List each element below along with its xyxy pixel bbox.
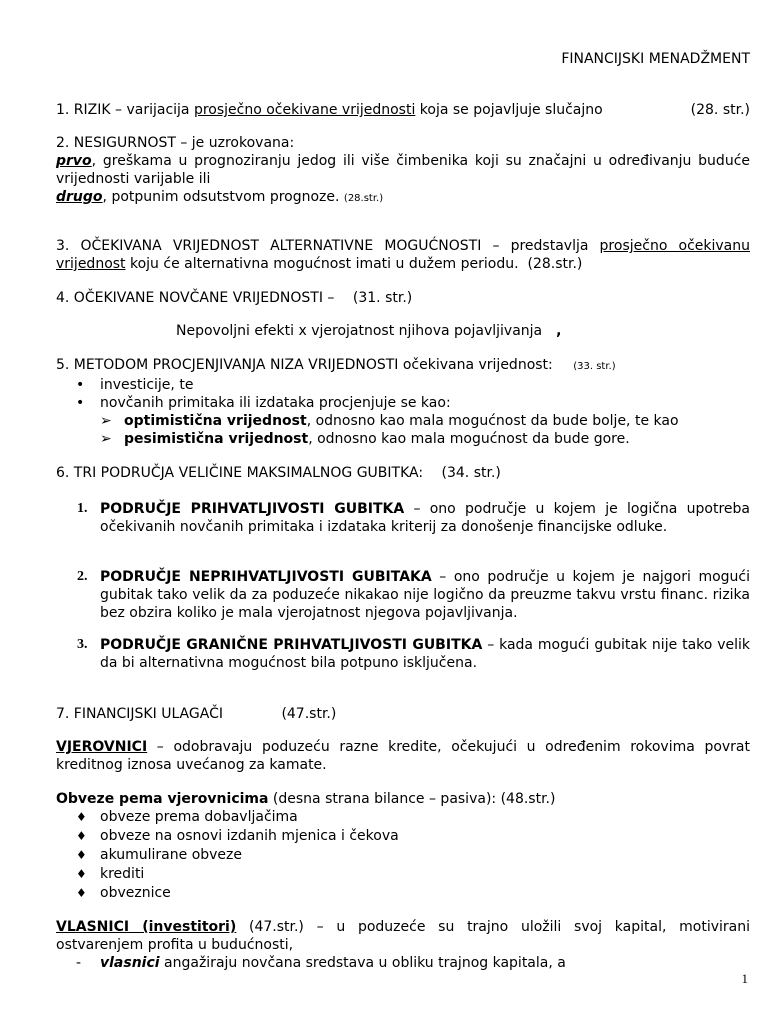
diamond-icon: ♦ [76, 829, 87, 843]
bullet-icon: • [76, 395, 85, 411]
page-title: FINANCIJSKI MENADŽMENT [561, 51, 750, 67]
section-heading: 5. METODOM PROCJENJIVANJA NIZA VRIJEDNOSTI očekivana vrijednost: [56, 357, 553, 373]
loss-areas-list [56, 500, 750, 536]
list-item: • novčanih primitaka ili izdataka procjenjuje se kao: [76, 395, 451, 411]
section-heading: 4. OČEKIVANE NOVČANE VRIJEDNOSTI – [56, 290, 335, 306]
page-ref: (33. str.) [573, 361, 616, 372]
page-ref: (34. str.) [441, 465, 501, 481]
section-2: 2. NESIGURNOST – je uzrokovana: prvo, greškama u prognoziranju jedog ili više čimbenika koji su značajni u određivanju buduće vrijednosti varijable ili drugo, potpunim odsutstvom prognoze. (28.str.) [56, 135, 750, 205]
page-ref: (28.str.) [527, 256, 583, 272]
arrow-icon: ➢ [100, 431, 112, 447]
section-7 [56, 705, 750, 723]
list-item: • investicije, te [76, 377, 194, 393]
list-item: ➢ optimistična vrijednost, odnosno kao mala mogućnost da bude bolje, te kao [100, 413, 679, 429]
list-item: 1. PODRUČJE PRIHVATLJIVOSTI GUBITKA – ono područje u kojem je logična upotreba očekivanih novčanih primitaka i izdataka kriterij za donošenje financijske odluke. [77, 501, 750, 535]
loss-areas-list [56, 636, 750, 672]
list-item: ♦ akumulirane obveze [76, 847, 243, 863]
list-item: ♦ obveze prema dobavljačima [76, 809, 298, 825]
section-6 [56, 464, 750, 482]
arrow-icon: ➢ [100, 413, 112, 429]
list-item: 3. PODRUČJE GRANIČNE PRIHVATLJIVOSTI GUBITKA – kada mogući gubitak nije tako velik da bi alternativna mogućnost bila potpuno isključena. [77, 637, 750, 671]
list-item: ♦ krediti [76, 866, 145, 882]
section-4 [56, 289, 750, 307]
section-heading: 7. FINANCIJSKI ULAGAČI [56, 706, 223, 722]
obligations-paragraph: Obveze pema vjerovnicima (desna strana bilance – pasiva): (48.str.) [56, 791, 556, 807]
section-heading: 6. TRI PODRUČJA VELIČINE MAKSIMALNOG GUBITKA: [56, 465, 424, 481]
owners-paragraph: VLASNICI (investitori) (47.str.) – u poduzeće su trajno uložili svoj kapital, motivirani ostvarenjem profita u budućnosti, [56, 919, 750, 953]
owners-dash-item: - vlasnici angažiraju novčana sredstava u obliku trajnog kapitala, a [76, 955, 566, 971]
list-item: ➢ pesimistična vrijednost, odnosno kao mala mogućnost da bude gore. [100, 431, 630, 447]
section-1: 1. RIZIK – varijacija prosječno očekivane vrijednosti koja se pojavljuje slučajno (28. str.) [56, 102, 750, 118]
diamond-icon: ♦ [76, 886, 87, 900]
term-link: prosječno očekivanu vrijednost [56, 238, 750, 272]
creditors-paragraph: VJEROVNICI – odobravaju poduzeću razne kredite, očekujući u određenim rokovima povrat kreditnog iznosa uvećanog za kamate. [56, 739, 750, 773]
page-ref: (28.str.) [343, 193, 384, 204]
list-item: ♦ obveze na osnovi izdanih mjenica i čekova [76, 828, 399, 844]
section-heading: 2. NESIGURNOST – je uzrokovana: [56, 135, 295, 151]
formula: Nepovoljni efekti x vjerojatnost njihova pojavljivanja , [176, 323, 562, 339]
page-number: 1 [741, 971, 748, 986]
page-ref: (28. str.) [690, 102, 750, 118]
section-3: 3. OČEKIVANA VRIJEDNOST ALTERNATIVNE MOGUĆNOSTI – predstavlja prosječno očekivanu vrijednost koju će alternativna mogućnost imati u dužem periodu. (28.str.) [56, 238, 750, 272]
page-ref: (31. str.) [352, 290, 413, 306]
diamond-icon: ♦ [76, 867, 87, 881]
bullet-icon: • [76, 377, 85, 393]
page-ref: (47.str.) [281, 706, 337, 722]
term-link: prosječno očekivane vrijednosti [193, 102, 416, 118]
diamond-icon: ♦ [76, 848, 87, 862]
diamond-icon: ♦ [76, 810, 87, 824]
list-item: 2. PODRUČJE NEPRIHVATLJIVOSTI GUBITAKA – ono područje u kojem je najgori mogući gubitak tako velik da za poduzeće nikakao nije logično da preuzme takvu vrstu financ. rizika bez obzira koliko je mala vjerojatnost njegova pojavljivanja. [77, 569, 750, 621]
loss-areas-list [56, 568, 750, 622]
obligations-list [56, 808, 750, 902]
section-5 [56, 356, 750, 448]
dash-marker: - [76, 955, 82, 971]
list-item: ♦ obveznice [76, 885, 171, 901]
